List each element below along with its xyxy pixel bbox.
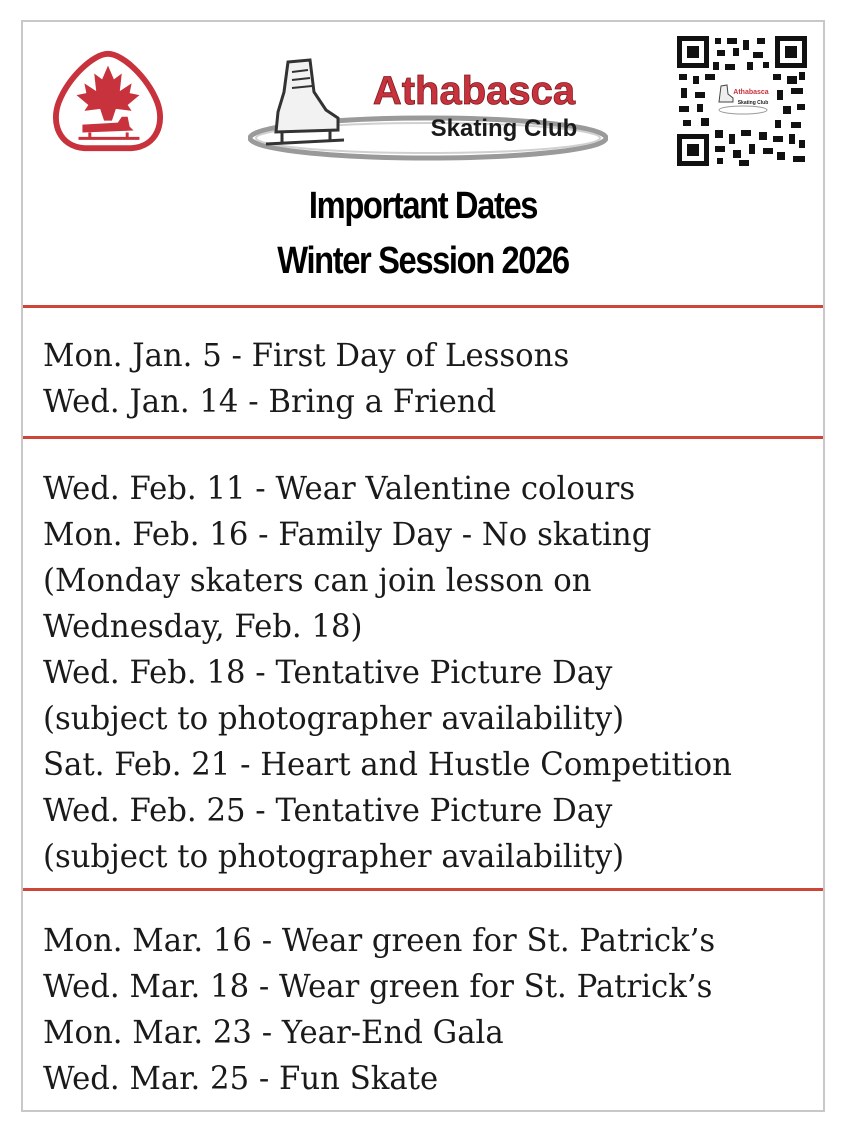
- date-line: Sat. Feb. 21 - Heart and Hustle Competition: [43, 745, 732, 783]
- date-line: Mon. Feb. 16 - Family Day - No skating: [43, 515, 652, 553]
- section-divider: [23, 305, 823, 308]
- skate-canada-logo-icon: [49, 47, 167, 157]
- february-dates: [43, 465, 817, 879]
- january-dates: [43, 332, 817, 424]
- page-title-line1: Important Dates: [308, 185, 538, 227]
- page-title-line2: Winter Session 2026: [277, 240, 569, 282]
- section-divider: [23, 436, 823, 439]
- qr-code-icon: [677, 36, 807, 166]
- date-line: Mon. Jan. 5 - First Day of Lessons: [43, 336, 570, 374]
- march-dates: [43, 917, 817, 1101]
- date-line: Wed. Feb. 18 - Tentative Picture Day: [43, 653, 613, 691]
- date-note: (subject to photographer availability): [43, 699, 625, 737]
- date-line: Wed. Mar. 25 - Fun Skate: [43, 1059, 439, 1097]
- flyer-frame: [21, 20, 825, 1112]
- club-name-line2: Skating Club: [430, 115, 578, 142]
- date-note: (Monday skaters can join lesson on: [43, 561, 592, 599]
- qr-label-line1: Athabasca: [733, 89, 769, 96]
- date-note: Wednesday, Feb. 18): [43, 607, 363, 645]
- date-line: Wed. Feb. 25 - Tentative Picture Day: [43, 791, 613, 829]
- date-line: Mon. Mar. 23 - Year-End Gala: [43, 1013, 504, 1051]
- club-name-line1: Athabasca: [372, 69, 576, 113]
- section-divider: [23, 888, 823, 891]
- skate-boot-icon: [266, 60, 344, 144]
- athabasca-skating-club-logo: [248, 52, 608, 162]
- qr-label-line2: Skating Club: [737, 100, 769, 106]
- date-note: (subject to photographer availability): [43, 837, 625, 875]
- date-line: Wed. Mar. 18 - Wear green for St. Patrick’s: [43, 967, 713, 1005]
- date-line: Wed. Feb. 11 - Wear Valentine colours: [43, 469, 636, 507]
- date-line: Wed. Jan. 14 - Bring a Friend: [43, 382, 497, 420]
- date-line: Mon. Mar. 16 - Wear green for St. Patrick’s: [43, 921, 716, 959]
